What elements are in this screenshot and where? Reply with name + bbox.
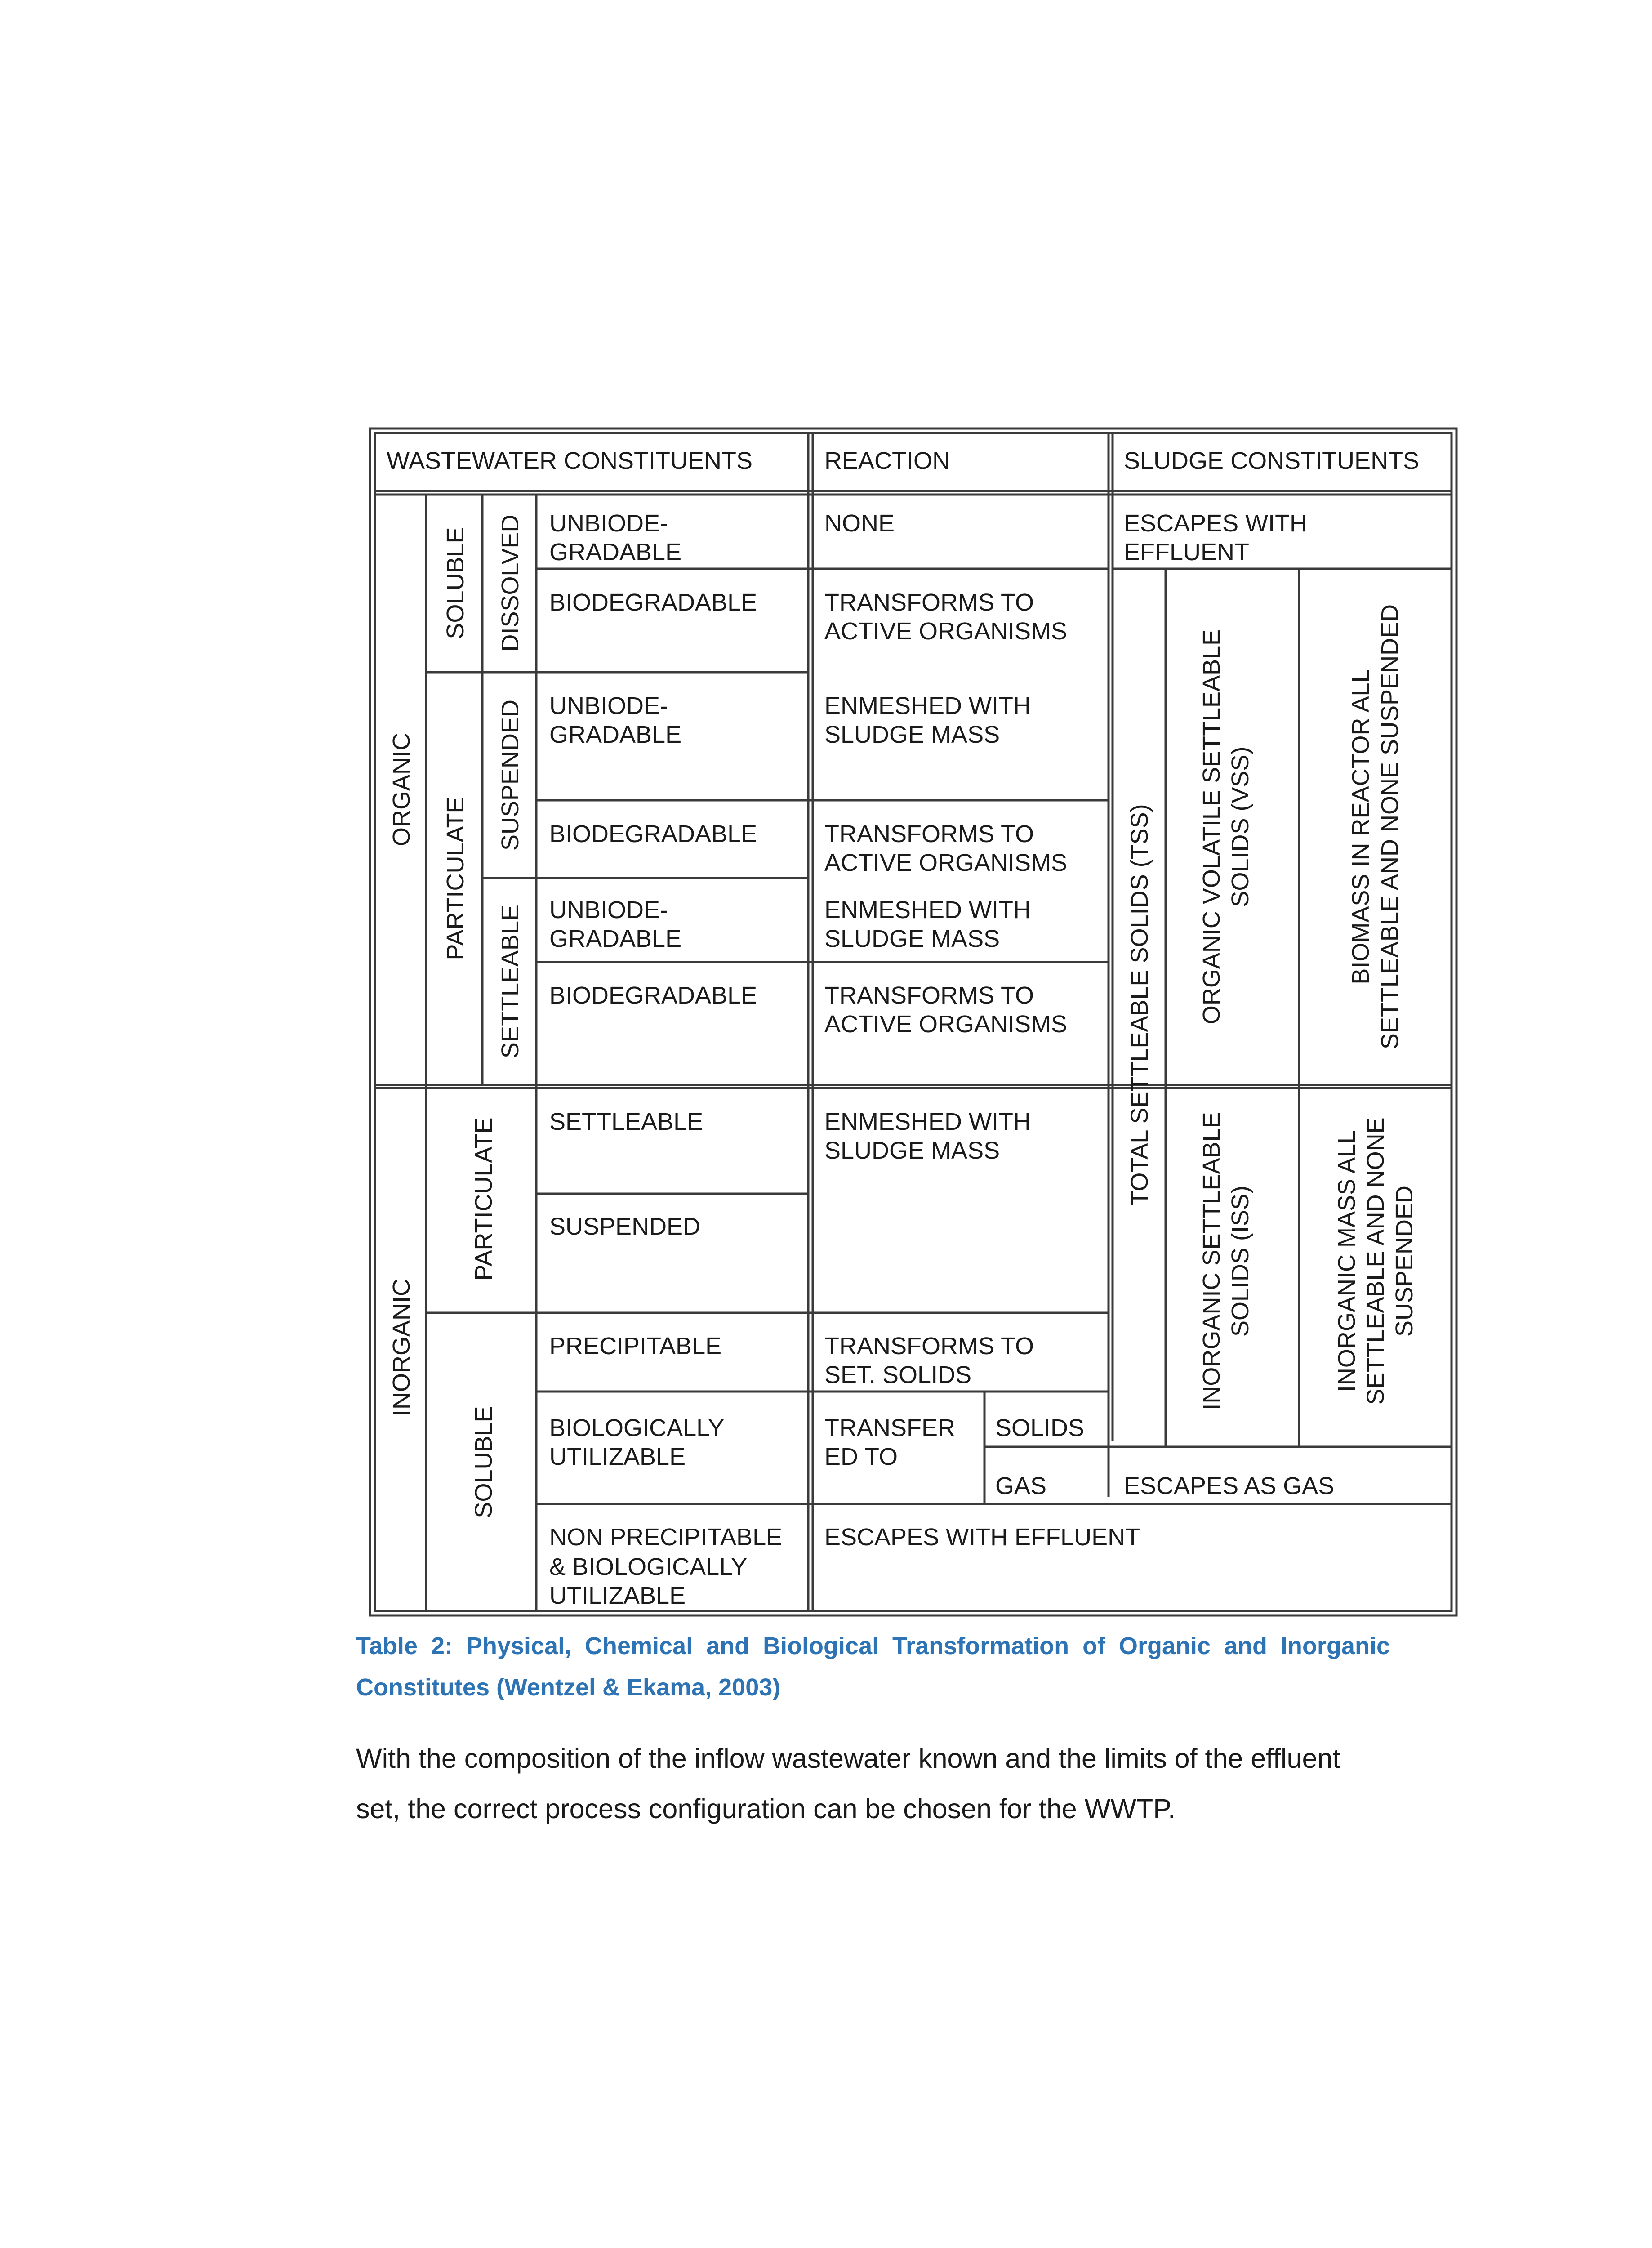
group-inorganic-particulate: PARTICULATE (470, 1117, 497, 1281)
sludge-iss: INORGANIC SETTLEABLE (1198, 1112, 1225, 1410)
constituent-cell: UTILIZABLE (549, 1443, 686, 1470)
constituent-cell: UNBIODE- (549, 692, 668, 719)
group-organic-soluble: SOLUBLE (442, 527, 469, 639)
table-caption: Table 2: Physical, Chemical and Biological Transformation of Organic and Inorganic Constitutes (Wentzel & Ekama, 2003) (356, 1632, 1390, 1701)
sludge-inorganic-mass: SUSPENDED (1391, 1185, 1418, 1337)
constituent-cell: & BIOLOGICALLY (549, 1553, 748, 1580)
sludge-escapes-effluent: EFFLUENT (1124, 539, 1250, 566)
reaction-cell: ED TO (824, 1443, 898, 1470)
sludge-column (1124, 510, 1418, 1499)
sludge-biomass: SETTLEABLE AND NONE SUSPENDED (1376, 604, 1403, 1050)
reaction-cell: ACTIVE ORGANISMS (824, 849, 1068, 876)
header-wastewater-constituents: WASTEWATER CONSTITUENTS (387, 447, 753, 474)
sludge-escapes-effluent: ESCAPES WITH (1124, 510, 1308, 537)
constituent-cell: PRECIPITABLE (549, 1333, 722, 1360)
constituent-cell: BIODEGRADABLE (549, 821, 757, 847)
constituent-cell: UNBIODE- (549, 897, 668, 923)
reaction-cell: SLUDGE MASS (824, 721, 1000, 748)
reaction-cell: SET. SOLIDS (824, 1361, 972, 1388)
constituent-cell: BIODEGRADABLE (549, 982, 757, 1009)
reaction-cell: TRANSFORMS TO (824, 982, 1034, 1009)
constituent-cell: GRADABLE (549, 539, 682, 566)
transfer-solids-cell: SOLIDS (995, 1414, 1085, 1441)
header-reaction: REACTION (824, 447, 950, 474)
reaction-column (824, 510, 1140, 1551)
reaction-cell: TRANSFORMS TO (824, 589, 1034, 616)
sludge-vss: SOLIDS (VSS) (1227, 746, 1254, 907)
constituent-cell: GRADABLE (549, 925, 682, 952)
group-organic: ORGANIC (388, 732, 415, 847)
sludge-inorganic-mass: SETTLEABLE AND NONE (1362, 1117, 1389, 1405)
group-inorganic-soluble: SOLUBLE (470, 1406, 497, 1518)
reaction-cell: TRANSFORMS TO (824, 1333, 1034, 1360)
group-suspended: SUSPENDED (497, 699, 524, 851)
sludge-biomass: BIOMASS IN REACTOR ALL (1347, 669, 1374, 985)
reaction-cell: ENMESHED WITH (824, 897, 1031, 923)
constituent-cell: SETTLEABLE (549, 1108, 704, 1135)
constituent-cell: UTILIZABLE (549, 1582, 686, 1609)
header-sludge-constituents: SLUDGE CONSTITUENTS (1124, 447, 1420, 474)
reaction-cell: TRANSFER (824, 1414, 956, 1441)
reaction-cell: ENMESHED WITH (824, 692, 1031, 719)
constituent-cell: BIOLOGICALLY (549, 1414, 725, 1441)
sludge-iss: SOLIDS (ISS) (1227, 1185, 1254, 1337)
group-inorganic: INORGANIC (388, 1278, 415, 1417)
sludge-tss: TOTAL SETTLEABLE SOLIDS (TSS) (1126, 804, 1153, 1206)
constituent-cell: NON PRECIPITABLE (549, 1524, 783, 1551)
constituent-column (549, 510, 782, 1609)
reaction-cell: ESCAPES WITH EFFLUENT (824, 1524, 1140, 1551)
constituent-cell: UNBIODE- (549, 510, 668, 537)
constituent-cell: GRADABLE (549, 721, 682, 748)
group-settleable: SETTLEABLE (497, 904, 524, 1059)
group-dissolved: DISSOLVED (497, 514, 524, 652)
constituent-cell: BIODEGRADABLE (549, 589, 757, 616)
reaction-cell: NONE (824, 510, 895, 537)
sludge-escapes-gas: ESCAPES AS GAS (1124, 1472, 1335, 1499)
constituent-cell: SUSPENDED (549, 1213, 701, 1240)
reaction-cell: TRANSFORMS TO (824, 821, 1034, 847)
reaction-cell: SLUDGE MASS (824, 925, 1000, 952)
sludge-inorganic-mass: INORGANIC MASS ALL (1333, 1130, 1360, 1392)
sludge-vss: ORGANIC VOLATILE SETTLEABLE (1198, 629, 1225, 1025)
reaction-cell: SLUDGE MASS (824, 1137, 1000, 1164)
group-organic-particulate: PARTICULATE (442, 797, 469, 960)
body-paragraph: With the composition of the inflow wastewater known and the limits of the effluent set, the correct process configuration can be chosen for the WWTP. (356, 1743, 1340, 1824)
transfer-gas-cell: GAS (995, 1472, 1047, 1499)
reaction-cell: ACTIVE ORGANISMS (824, 618, 1068, 645)
reaction-cell: ENMESHED WITH (824, 1108, 1031, 1135)
reaction-cell: ACTIVE ORGANISMS (824, 1011, 1068, 1038)
